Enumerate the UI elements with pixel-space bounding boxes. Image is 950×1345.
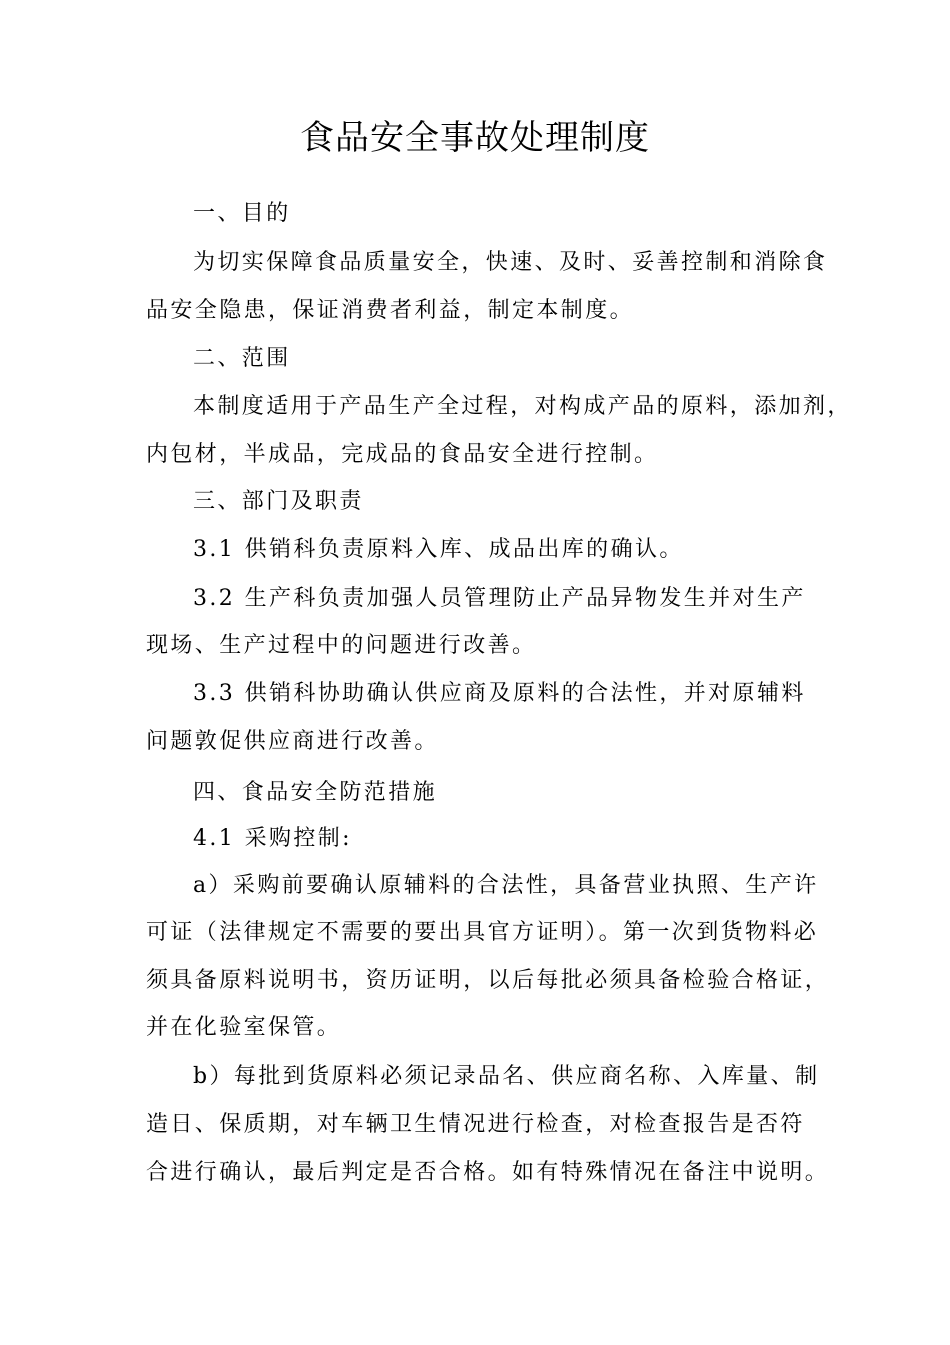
paragraph-line: 3.2 生产科负责加强人员管理防止产品异物发生并对生产	[193, 586, 806, 611]
paragraph-line: 现场、生产过程中的问题进行改善。	[146, 633, 537, 658]
section-heading-purpose: 一、目的	[193, 201, 291, 226]
paragraph-line: a）采购前要确认原辅料的合法性，具备营业执照、生产许	[193, 873, 819, 898]
paragraph-line: 为切实保障食品质量安全，快速、及时、妥善控制和消除食	[193, 250, 828, 275]
paragraph-line: 3.1 供销科负责原料入库、成品出库的确认。	[193, 537, 684, 562]
paragraph-line: 须具备原料说明书，资历证明，以后每批必须具备检验合格证，	[146, 968, 830, 993]
paragraph-line: 本制度适用于产品生产全过程，对构成产品的原料，添加剂，	[193, 394, 852, 419]
paragraph-line: 问题敦促供应商进行改善。	[146, 729, 439, 754]
paragraph-line: 并在化验室保管。	[146, 1015, 342, 1040]
paragraph-line: 3.3 供销科协助确认供应商及原料的合法性，并对原辅料	[193, 681, 806, 706]
paragraph-line: 品安全隐患，保证消费者利益，制定本制度。	[146, 298, 635, 323]
paragraph-line: 可证（法律规定不需要的要出具官方证明）。第一次到货物料必	[146, 920, 819, 945]
subsection-heading-purchasing: 4.1 采购控制:	[193, 826, 352, 851]
document-title: 食品安全事故处理制度	[300, 118, 650, 158]
paragraph-line: 合进行确认，最后判定是否合格。如有特殊情况在备注中说明。	[146, 1160, 830, 1185]
paragraph-line: 内包材，半成品，完成品的食品安全进行控制。	[146, 442, 659, 467]
section-heading-scope: 二、范围	[193, 346, 291, 371]
section-heading-responsibilities: 三、部门及职责	[193, 489, 364, 514]
paragraph-line: b）每批到货原料必须记录品名、供应商名称、入库量、制	[193, 1064, 820, 1089]
paragraph-line: 造日、保质期，对车辆卫生情况进行检查，对检查报告是否符	[146, 1112, 805, 1137]
section-heading-prevention: 四、食品安全防范措施	[193, 780, 438, 805]
